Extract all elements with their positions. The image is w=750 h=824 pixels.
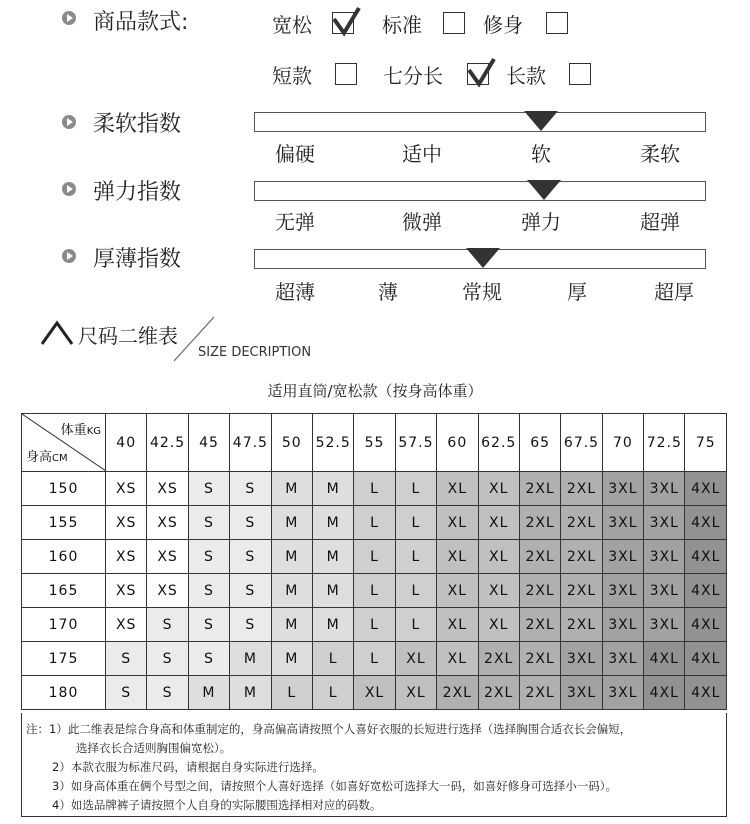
size-cell: L: [312, 642, 353, 676]
style-option-label: 七分长: [383, 64, 443, 88]
size-cell: XS: [147, 540, 188, 574]
size-cell: 2XL: [519, 676, 560, 710]
size-cell: 2XL: [561, 540, 602, 574]
size-cell: M: [230, 642, 271, 676]
size-cell: S: [230, 506, 271, 540]
size-cell: XS: [147, 472, 188, 506]
size-cell: 3XL: [644, 472, 685, 506]
size-cell: XS: [106, 608, 147, 642]
size-cell: XS: [147, 574, 188, 608]
size-cell: 2XL: [478, 676, 519, 710]
weight-header-cell: 70: [602, 414, 643, 472]
thickness-label: 厚: [567, 280, 587, 304]
weight-header-cell: 55: [354, 414, 395, 472]
size-chart-subtitle: SIZE DECRIPTION: [198, 345, 312, 360]
note-line-5: 4）如选品牌裤子请按照个人自身的实际腰围选择相对应的码数。: [52, 798, 382, 812]
size-cell: 3XL: [602, 540, 643, 574]
size-cell: S: [188, 506, 229, 540]
size-cell: 3XL: [602, 472, 643, 506]
softness-scale: [254, 112, 706, 132]
size-cell: S: [106, 642, 147, 676]
elasticity-label: 弹力: [521, 210, 561, 234]
size-cell: XS: [106, 506, 147, 540]
size-cell: S: [147, 676, 188, 710]
size-table: [21, 413, 727, 710]
size-cell: 4XL: [685, 676, 727, 710]
bullet-icon: [62, 182, 76, 196]
size-cell: 4XL: [685, 642, 727, 676]
size-cell: 2XL: [561, 472, 602, 506]
thickness-label: 超薄: [275, 280, 315, 304]
size-cell: S: [188, 574, 229, 608]
size-cell: 4XL: [685, 574, 727, 608]
size-cell: S: [188, 472, 229, 506]
elasticity-label: 微弹: [402, 210, 442, 234]
size-cell: 3XL: [602, 676, 643, 710]
thickness-label: 超厚: [654, 280, 694, 304]
softness-label: 软: [531, 142, 551, 166]
size-cell: M: [271, 574, 312, 608]
size-cell: XL: [478, 574, 519, 608]
size-cell: M: [188, 676, 229, 710]
softness-label: 偏硬: [275, 142, 315, 166]
size-cell: S: [230, 608, 271, 642]
style-heading: 商品款式:: [93, 10, 189, 35]
size-cell: 2XL: [561, 506, 602, 540]
height-cell: 170: [22, 608, 106, 642]
thickness-scale: [254, 249, 706, 269]
weight-header-cell: 57.5: [395, 414, 436, 472]
height-cell: 155: [22, 506, 106, 540]
weight-header-cell: 60: [437, 414, 478, 472]
size-cell: 4XL: [644, 642, 685, 676]
style-option-label: 长款: [506, 64, 546, 88]
size-cell: M: [312, 472, 353, 506]
caret-up-icon: [40, 320, 74, 346]
note-line-1: 注：1）此二维表是综合身高和体重制定的，身高偏高请按照个人喜好衣服的长短进行选择（选择胸围合适衣长会偏短，: [26, 722, 632, 736]
size-cell: 2XL: [519, 506, 560, 540]
size-chart-caption: 适用直筒/宽松款（按身高体重）: [267, 382, 483, 400]
size-cell: L: [395, 540, 436, 574]
note-line-4: 3）如身高体重在俩个号型之间，请按照个人喜好选择（如喜好宽松可选择大一码，如喜好修身可选择小一码）。: [52, 779, 618, 793]
size-cell: L: [354, 608, 395, 642]
bullet-icon: [62, 115, 76, 129]
size-cell: 2XL: [478, 642, 519, 676]
style-option-checkbox[interactable]: [335, 63, 357, 85]
size-cell: 3XL: [602, 574, 643, 608]
size-cell: 3XL: [561, 676, 602, 710]
thickness-label: 常规: [462, 280, 502, 304]
size-cell: XL: [437, 608, 478, 642]
table-row: [22, 642, 727, 676]
softness-marker-icon: [524, 111, 558, 131]
size-cell: M: [312, 506, 353, 540]
softness-heading: 柔软指数: [93, 112, 182, 137]
size-cell: M: [271, 472, 312, 506]
size-cell: S: [188, 608, 229, 642]
style-option-label: 短款: [272, 64, 312, 88]
size-cell: 3XL: [602, 506, 643, 540]
size-cell: XL: [478, 506, 519, 540]
size-cell: L: [354, 540, 395, 574]
size-cell: S: [230, 472, 271, 506]
checkmark-icon: [466, 56, 496, 88]
notes-box: [21, 713, 727, 817]
size-cell: M: [271, 506, 312, 540]
weight-header-cell: 42.5: [147, 414, 188, 472]
size-cell: L: [271, 676, 312, 710]
height-cell: 150: [22, 472, 106, 506]
size-cell: L: [354, 574, 395, 608]
weight-header-cell: 62.5: [478, 414, 519, 472]
size-cell: L: [395, 472, 436, 506]
size-cell: M: [312, 574, 353, 608]
size-cell: XL: [437, 540, 478, 574]
size-cell: 3XL: [602, 642, 643, 676]
note-line-2: 选择衣长合适则胸围偏宽松）。: [76, 741, 232, 755]
size-cell: 4XL: [685, 472, 727, 506]
elasticity-heading: 弹力指数: [93, 180, 182, 205]
table-row: [22, 574, 727, 608]
size-cell: S: [188, 642, 229, 676]
size-cell: L: [395, 574, 436, 608]
thickness-label: 薄: [378, 280, 398, 304]
size-cell: 2XL: [519, 574, 560, 608]
weight-header-cell: 72.5: [644, 414, 685, 472]
size-cell: S: [147, 642, 188, 676]
size-cell: 2XL: [519, 472, 560, 506]
elasticity-scale: [254, 181, 706, 201]
checkmark-icon: [331, 5, 361, 37]
size-cell: XL: [437, 506, 478, 540]
weight-header-cell: 47.5: [230, 414, 271, 472]
size-cell: S: [230, 540, 271, 574]
style-option-label: 修身: [483, 13, 523, 37]
size-cell: L: [354, 472, 395, 506]
height-cell: 160: [22, 540, 106, 574]
size-cell: M: [312, 540, 353, 574]
height-cell: 175: [22, 642, 106, 676]
size-cell: 4XL: [644, 676, 685, 710]
size-cell: 3XL: [644, 574, 685, 608]
size-cell: 4XL: [685, 540, 727, 574]
table-header-row: [22, 414, 727, 472]
weight-axis-label: 体重KG: [60, 423, 101, 438]
size-cell: M: [271, 642, 312, 676]
size-cell: XS: [106, 540, 147, 574]
size-cell: L: [354, 642, 395, 676]
size-cell: 3XL: [644, 540, 685, 574]
height-cell: 165: [22, 574, 106, 608]
style-option-checkbox[interactable]: [467, 63, 489, 85]
size-cell: XL: [478, 608, 519, 642]
weight-header-cell: 75: [685, 414, 727, 472]
weight-header-cell: 50: [271, 414, 312, 472]
size-cell: 4XL: [685, 506, 727, 540]
size-cell: S: [106, 676, 147, 710]
size-cell: 2XL: [561, 608, 602, 642]
softness-label: 柔软: [640, 142, 680, 166]
size-cell: XS: [106, 472, 147, 506]
size-cell: XL: [437, 574, 478, 608]
size-cell: XL: [395, 642, 436, 676]
table-row: [22, 608, 727, 642]
size-cell: L: [354, 506, 395, 540]
size-cell: XL: [478, 540, 519, 574]
weight-header-cell: 45: [188, 414, 229, 472]
weight-header-cell: 52.5: [312, 414, 353, 472]
elasticity-label: 超弹: [640, 210, 680, 234]
size-cell: M: [312, 608, 353, 642]
size-cell: M: [271, 608, 312, 642]
table-row: [22, 472, 727, 506]
size-cell: 2XL: [437, 676, 478, 710]
elasticity-label: 无弹: [275, 210, 315, 234]
thickness-heading: 厚薄指数: [93, 247, 182, 272]
size-cell: S: [188, 540, 229, 574]
size-cell: 3XL: [602, 608, 643, 642]
size-cell: L: [395, 506, 436, 540]
size-cell: 3XL: [644, 506, 685, 540]
note-line-3: 2）本款衣服为标准尺码，请根据自身实际进行选择。: [52, 760, 324, 774]
size-cell: 2XL: [561, 574, 602, 608]
size-cell: 3XL: [561, 642, 602, 676]
size-cell: 2XL: [519, 642, 560, 676]
style-option-label: 宽松: [272, 13, 312, 37]
size-cell: XL: [437, 642, 478, 676]
bullet-icon: [62, 11, 76, 25]
size-cell: XS: [147, 506, 188, 540]
style-option-checkbox[interactable]: [443, 12, 465, 34]
height-cell: 180: [22, 676, 106, 710]
weight-header-cell: 67.5: [561, 414, 602, 472]
size-cell: S: [147, 608, 188, 642]
size-cell: XL: [395, 676, 436, 710]
style-option-checkbox[interactable]: [569, 63, 591, 85]
weight-header-cell: 65: [519, 414, 560, 472]
thickness-marker-icon: [466, 248, 500, 268]
size-cell: XL: [478, 472, 519, 506]
style-option-label: 标准: [382, 13, 422, 37]
elasticity-marker-icon: [527, 180, 561, 200]
table-row: [22, 676, 727, 710]
style-option-checkbox[interactable]: [546, 12, 568, 34]
bullet-icon: [62, 249, 76, 263]
size-cell: 2XL: [519, 540, 560, 574]
table-corner-cell: [22, 414, 106, 472]
style-option-checkbox[interactable]: [332, 12, 354, 34]
size-cell: XS: [106, 574, 147, 608]
height-axis-label: 身高CM: [26, 450, 68, 465]
size-cell: 2XL: [519, 608, 560, 642]
size-cell: L: [312, 676, 353, 710]
size-cell: S: [230, 574, 271, 608]
size-cell: XL: [354, 676, 395, 710]
size-cell: XL: [437, 472, 478, 506]
size-cell: M: [230, 676, 271, 710]
table-row: [22, 506, 727, 540]
table-row: [22, 540, 727, 574]
size-cell: 4XL: [685, 608, 727, 642]
softness-label: 适中: [402, 142, 442, 166]
size-cell: 3XL: [644, 608, 685, 642]
weight-header-cell: 40: [106, 414, 147, 472]
size-cell: M: [271, 540, 312, 574]
size-chart-title: 尺码二维表: [78, 324, 178, 348]
size-cell: L: [395, 608, 436, 642]
